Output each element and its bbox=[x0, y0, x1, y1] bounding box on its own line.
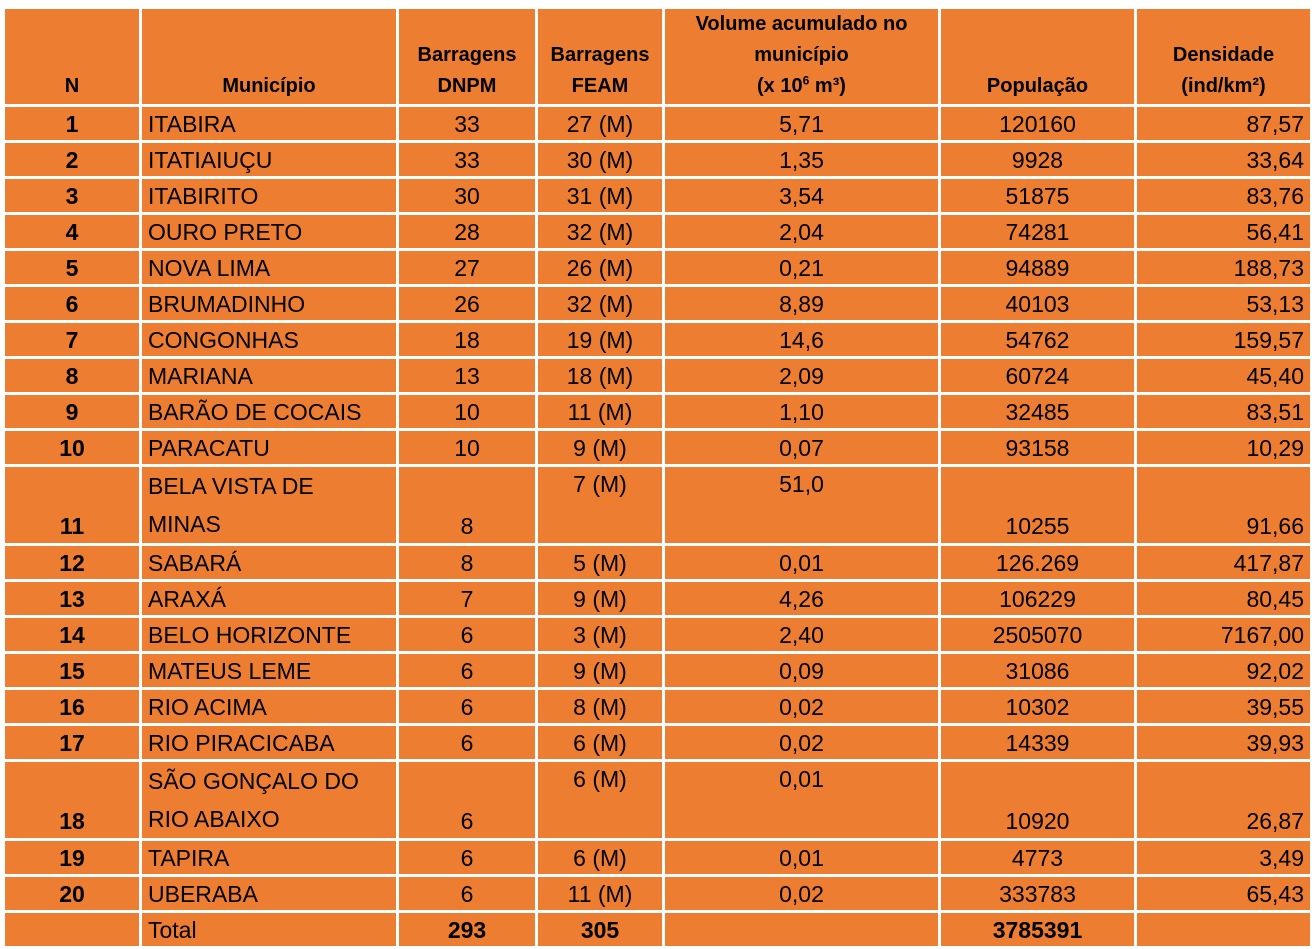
populacao-cell: 93158 bbox=[940, 430, 1136, 466]
volume-cell: 3,54 bbox=[664, 178, 940, 214]
table-row bbox=[4, 466, 1312, 545]
table-row bbox=[4, 214, 1312, 250]
feam-cell: 32 (M) bbox=[537, 286, 664, 322]
dnpm-cell: 8 bbox=[398, 545, 537, 581]
volume-cell: 0,02 bbox=[664, 689, 940, 725]
header-barragens-feam: Barragens FEAM bbox=[537, 8, 664, 106]
total-feam: 305 bbox=[537, 912, 664, 948]
dnpm-cell: 6 bbox=[398, 876, 537, 912]
dnpm-cell: 6 bbox=[398, 761, 537, 840]
feam-cell: 9 (M) bbox=[537, 430, 664, 466]
table-row bbox=[4, 286, 1312, 322]
volume-cell: 2,04 bbox=[664, 214, 940, 250]
header-densidade: Densidade (ind/km²) bbox=[1136, 8, 1312, 106]
municipio-cell: NOVA LIMA bbox=[141, 250, 398, 286]
municipio-cell: RIO PIRACICABA bbox=[141, 725, 398, 761]
densidade-cell: 33,64 bbox=[1136, 142, 1312, 178]
feam-cell: 30 (M) bbox=[537, 142, 664, 178]
municipio-cell: SABARÁ bbox=[141, 545, 398, 581]
table-row bbox=[4, 142, 1312, 178]
header-n: N bbox=[4, 8, 141, 106]
row-number: 18 bbox=[4, 761, 141, 840]
header-municipio: Município bbox=[141, 8, 398, 106]
populacao-cell: 54762 bbox=[940, 322, 1136, 358]
densidade-cell: 92,02 bbox=[1136, 653, 1312, 689]
feam-cell: 7 (M) bbox=[537, 466, 664, 545]
volume-cell: 5,71 bbox=[664, 106, 940, 142]
densidade-cell: 53,13 bbox=[1136, 286, 1312, 322]
row-number: 6 bbox=[4, 286, 141, 322]
densidade-cell: 83,76 bbox=[1136, 178, 1312, 214]
table-row bbox=[4, 876, 1312, 912]
volume-cell: 51,0 bbox=[664, 466, 940, 545]
feam-cell: 9 (M) bbox=[537, 581, 664, 617]
municipio-cell: MATEUS LEME bbox=[141, 653, 398, 689]
row-number: 3 bbox=[4, 178, 141, 214]
feam-cell: 6 (M) bbox=[537, 725, 664, 761]
volume-cell: 0,21 bbox=[664, 250, 940, 286]
densidade-cell: 188,73 bbox=[1136, 250, 1312, 286]
dnpm-cell: 30 bbox=[398, 178, 537, 214]
table-row bbox=[4, 178, 1312, 214]
row-number: 10 bbox=[4, 430, 141, 466]
dnpm-cell: 27 bbox=[398, 250, 537, 286]
municipio-cell: OURO PRETO bbox=[141, 214, 398, 250]
feam-cell: 9 (M) bbox=[537, 653, 664, 689]
feam-cell: 18 (M) bbox=[537, 358, 664, 394]
total-label: Total bbox=[141, 912, 398, 948]
populacao-cell: 9928 bbox=[940, 142, 1136, 178]
municipio-cell: ARAXÁ bbox=[141, 581, 398, 617]
populacao-cell: 106229 bbox=[940, 581, 1136, 617]
volume-cell: 0,01 bbox=[664, 545, 940, 581]
municipio-cell: ITABIRITO bbox=[141, 178, 398, 214]
row-number: 15 bbox=[4, 653, 141, 689]
row-number: 1 bbox=[4, 106, 141, 142]
municipio-cell: MARIANA bbox=[141, 358, 398, 394]
row-number: 17 bbox=[4, 725, 141, 761]
total-volume-cell bbox=[664, 912, 940, 948]
header-barragens-dnpm: Barragens DNPM bbox=[398, 8, 537, 106]
densidade-cell: 3,49 bbox=[1136, 840, 1312, 876]
row-number: 2 bbox=[4, 142, 141, 178]
table-row bbox=[4, 106, 1312, 142]
dnpm-cell: 6 bbox=[398, 617, 537, 653]
dams-table bbox=[2, 6, 1313, 949]
populacao-cell: 4773 bbox=[940, 840, 1136, 876]
volume-cell: 0,01 bbox=[664, 761, 940, 840]
row-number: 11 bbox=[4, 466, 141, 545]
feam-cell: 32 (M) bbox=[537, 214, 664, 250]
dnpm-cell: 28 bbox=[398, 214, 537, 250]
volume-cell: 0,09 bbox=[664, 653, 940, 689]
feam-cell: 19 (M) bbox=[537, 322, 664, 358]
volume-cell: 1,10 bbox=[664, 394, 940, 430]
municipio-cell: ITATIAIUÇU bbox=[141, 142, 398, 178]
table-row bbox=[4, 250, 1312, 286]
total-row bbox=[4, 912, 1312, 948]
dnpm-cell: 6 bbox=[398, 840, 537, 876]
volume-cell: 0,07 bbox=[664, 430, 940, 466]
feam-cell: 8 (M) bbox=[537, 689, 664, 725]
dnpm-cell: 13 bbox=[398, 358, 537, 394]
feam-cell: 26 (M) bbox=[537, 250, 664, 286]
table-row bbox=[4, 761, 1312, 840]
dnpm-cell: 6 bbox=[398, 725, 537, 761]
populacao-cell: 126.269 bbox=[940, 545, 1136, 581]
row-number: 5 bbox=[4, 250, 141, 286]
populacao-cell: 40103 bbox=[940, 286, 1136, 322]
row-number: 4 bbox=[4, 214, 141, 250]
densidade-cell: 45,40 bbox=[1136, 358, 1312, 394]
table-row bbox=[4, 358, 1312, 394]
row-number: 7 bbox=[4, 322, 141, 358]
municipio-cell: CONGONHAS bbox=[141, 322, 398, 358]
populacao-cell: 74281 bbox=[940, 214, 1136, 250]
densidade-cell: 7167,00 bbox=[1136, 617, 1312, 653]
total-dnpm: 293 bbox=[398, 912, 537, 948]
densidade-cell: 26,87 bbox=[1136, 761, 1312, 840]
densidade-cell: 65,43 bbox=[1136, 876, 1312, 912]
volume-cell: 0,02 bbox=[664, 876, 940, 912]
volume-cell: 1,35 bbox=[664, 142, 940, 178]
municipio-cell: TAPIRA bbox=[141, 840, 398, 876]
dnpm-cell: 10 bbox=[398, 394, 537, 430]
table-row bbox=[4, 689, 1312, 725]
table-row bbox=[4, 430, 1312, 466]
row-number: 13 bbox=[4, 581, 141, 617]
total-populacao: 3785391 bbox=[940, 912, 1136, 948]
feam-cell: 6 (M) bbox=[537, 761, 664, 840]
volume-cell: 0,01 bbox=[664, 840, 940, 876]
feam-cell: 27 (M) bbox=[537, 106, 664, 142]
table-row bbox=[4, 394, 1312, 430]
table-row bbox=[4, 840, 1312, 876]
row-number: 9 bbox=[4, 394, 141, 430]
municipio-cell: BELO HORIZONTE bbox=[141, 617, 398, 653]
populacao-cell: 94889 bbox=[940, 250, 1136, 286]
densidade-cell: 80,45 bbox=[1136, 581, 1312, 617]
feam-cell: 31 (M) bbox=[537, 178, 664, 214]
volume-cell: 14,6 bbox=[664, 322, 940, 358]
densidade-cell: 83,51 bbox=[1136, 394, 1312, 430]
header-row bbox=[4, 8, 1312, 106]
populacao-cell: 14339 bbox=[940, 725, 1136, 761]
table-row bbox=[4, 725, 1312, 761]
populacao-cell: 10255 bbox=[940, 466, 1136, 545]
row-number: 14 bbox=[4, 617, 141, 653]
table-row bbox=[4, 653, 1312, 689]
dnpm-cell: 26 bbox=[398, 286, 537, 322]
municipio-cell: PARACATU bbox=[141, 430, 398, 466]
densidade-cell: 87,57 bbox=[1136, 106, 1312, 142]
densidade-cell: 10,29 bbox=[1136, 430, 1312, 466]
table-row bbox=[4, 617, 1312, 653]
volume-cell: 0,02 bbox=[664, 725, 940, 761]
row-number: 19 bbox=[4, 840, 141, 876]
populacao-cell: 51875 bbox=[940, 178, 1136, 214]
feam-cell: 6 (M) bbox=[537, 840, 664, 876]
volume-cell: 2,09 bbox=[664, 358, 940, 394]
feam-cell: 3 (M) bbox=[537, 617, 664, 653]
municipio-cell: ITABIRA bbox=[141, 106, 398, 142]
header-populacao: População bbox=[940, 8, 1136, 106]
densidade-cell: 39,93 bbox=[1136, 725, 1312, 761]
dnpm-cell: 6 bbox=[398, 689, 537, 725]
feam-cell: 11 (M) bbox=[537, 876, 664, 912]
table-row bbox=[4, 581, 1312, 617]
volume-cell: 4,26 bbox=[664, 581, 940, 617]
densidade-cell: 417,87 bbox=[1136, 545, 1312, 581]
header-volume: Volume acumulado no município (x $10^6$ m³) bbox=[664, 8, 940, 106]
densidade-cell: 39,55 bbox=[1136, 689, 1312, 725]
populacao-cell: 120160 bbox=[940, 106, 1136, 142]
dnpm-cell: 6 bbox=[398, 653, 537, 689]
volume-cell: 8,89 bbox=[664, 286, 940, 322]
populacao-cell: 2505070 bbox=[940, 617, 1136, 653]
row-number: 8 bbox=[4, 358, 141, 394]
total-densidade-cell bbox=[1136, 912, 1312, 948]
populacao-cell: 10920 bbox=[940, 761, 1136, 840]
dnpm-cell: 10 bbox=[398, 430, 537, 466]
dnpm-cell: 18 bbox=[398, 322, 537, 358]
table-row bbox=[4, 545, 1312, 581]
municipio-cell: RIO ACIMA bbox=[141, 689, 398, 725]
table-row bbox=[4, 322, 1312, 358]
dnpm-cell: 8 bbox=[398, 466, 537, 545]
populacao-cell: 10302 bbox=[940, 689, 1136, 725]
municipio-cell: SÃO GONÇALO DO RIO ABAIXO bbox=[141, 761, 398, 840]
populacao-cell: 60724 bbox=[940, 358, 1136, 394]
densidade-cell: 91,66 bbox=[1136, 466, 1312, 545]
municipio-cell: BELA VISTA DE MINAS bbox=[141, 466, 398, 545]
densidade-cell: 159,57 bbox=[1136, 322, 1312, 358]
populacao-cell: 32485 bbox=[940, 394, 1136, 430]
densidade-cell: 56,41 bbox=[1136, 214, 1312, 250]
row-number: 16 bbox=[4, 689, 141, 725]
populacao-cell: 31086 bbox=[940, 653, 1136, 689]
volume-cell: 2,40 bbox=[664, 617, 940, 653]
dnpm-cell: 33 bbox=[398, 106, 537, 142]
feam-cell: 5 (M) bbox=[537, 545, 664, 581]
populacao-cell: 333783 bbox=[940, 876, 1136, 912]
municipio-cell: BRUMADINHO bbox=[141, 286, 398, 322]
row-number: 12 bbox=[4, 545, 141, 581]
municipio-cell: UBERABA bbox=[141, 876, 398, 912]
municipio-cell: BARÃO DE COCAIS bbox=[141, 394, 398, 430]
feam-cell: 11 (M) bbox=[537, 394, 664, 430]
dnpm-cell: 7 bbox=[398, 581, 537, 617]
total-n-cell bbox=[4, 912, 141, 948]
row-number: 20 bbox=[4, 876, 141, 912]
dnpm-cell: 33 bbox=[398, 142, 537, 178]
